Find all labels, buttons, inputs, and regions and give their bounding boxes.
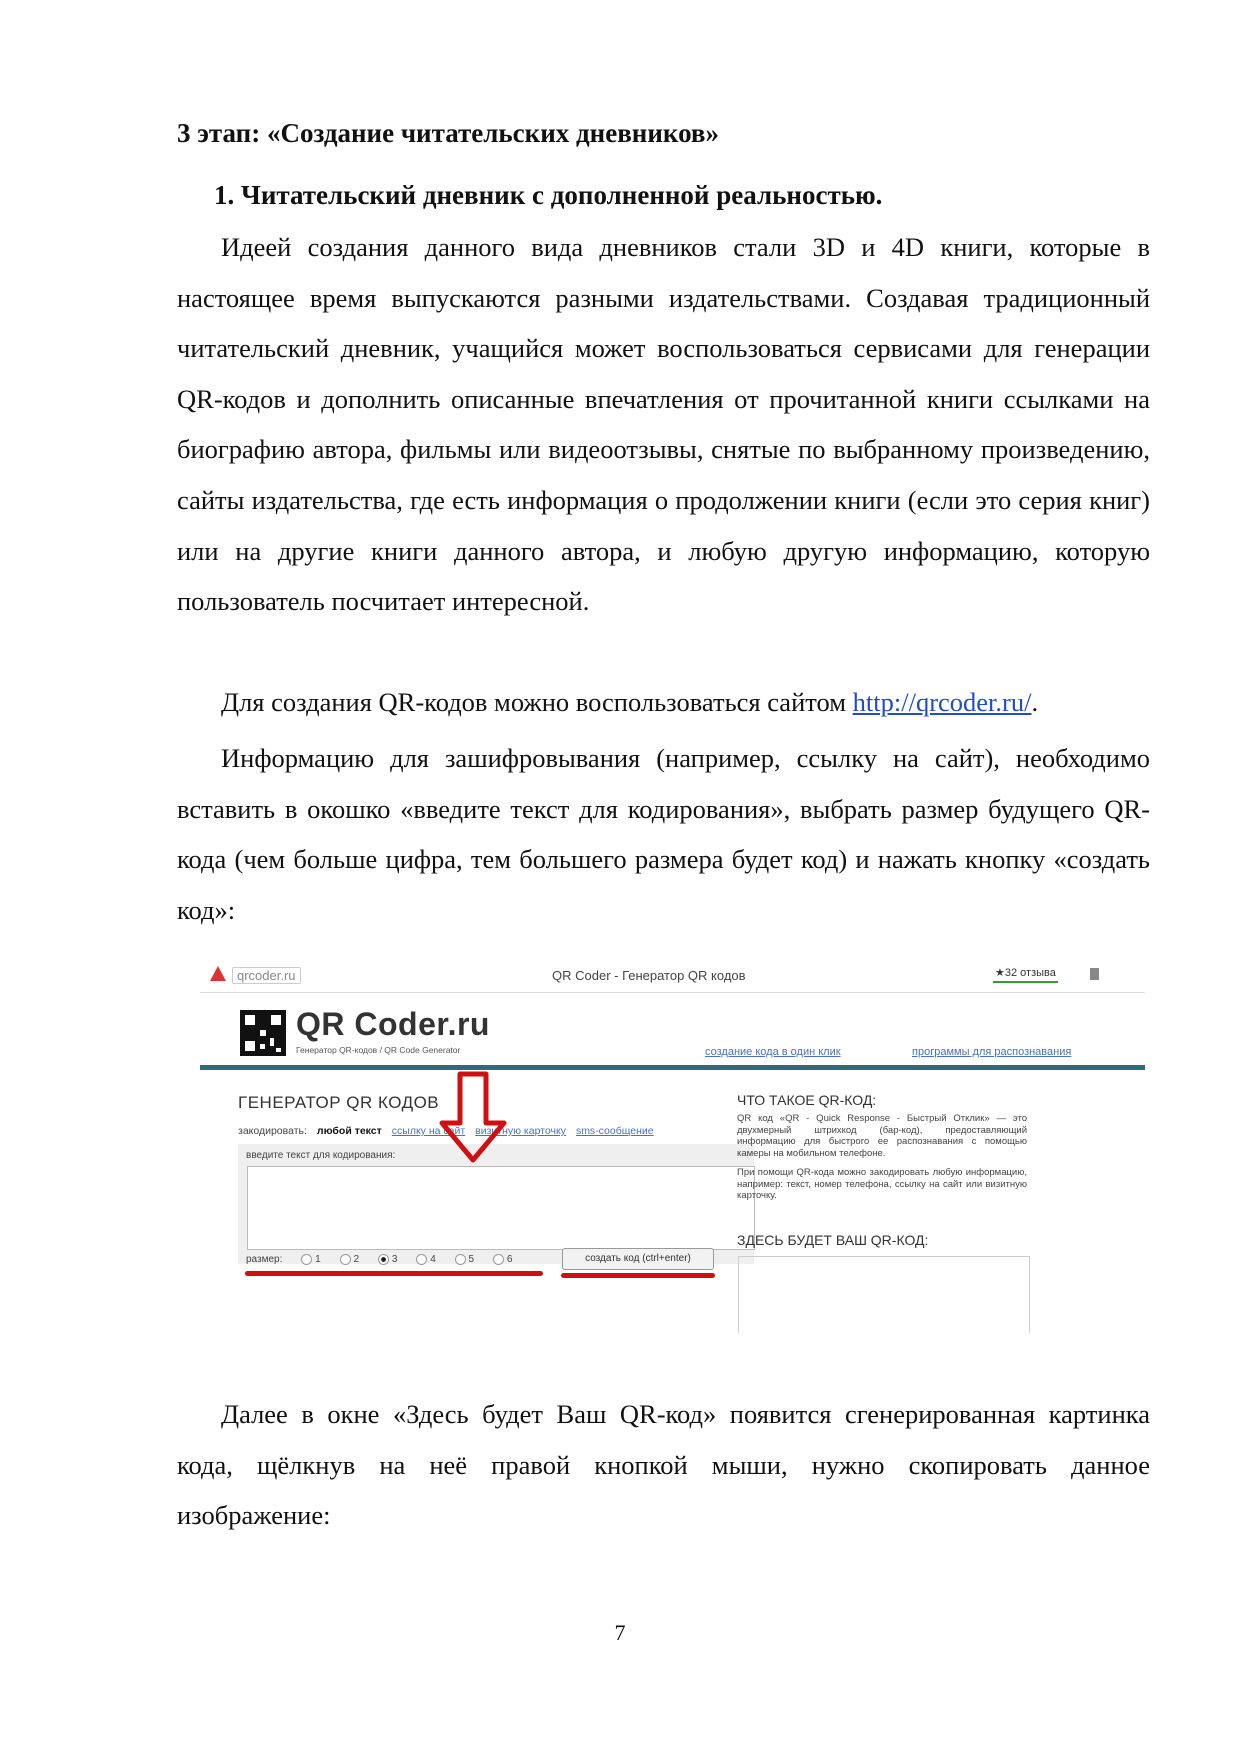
size-option-label: 3 <box>391 1254 398 1266</box>
size-label: размер: <box>246 1254 283 1266</box>
generator-title: ГЕНЕРАТОР QR КОДОВ <box>238 1093 440 1112</box>
site-address[interactable]: qrcoder.ru <box>232 967 301 984</box>
stage-title: 3 этап: «Создание читательских дневников» <box>177 118 720 148</box>
encode-label: закодировать: <box>238 1125 307 1137</box>
window-title: QR Coder - Генератор QR кодов <box>552 968 746 983</box>
what-is-qr-text <box>737 1113 1027 1210</box>
what-is-qr-paragraph: При помощи QR-кода можно закодировать любую информацию, например: текст, номер телефона, ссылку на сайт или визитную карточку. <box>737 1167 1027 1201</box>
logo-subtitle: Генератор QR-кодов / QR Code Generator <box>296 1045 461 1055</box>
size-option-label: 1 <box>315 1254 321 1266</box>
size-option-label: 2 <box>353 1254 360 1266</box>
encode-option-card[interactable]: визитную карточку <box>475 1125 566 1137</box>
paragraph-text: Идеей создания данного вида дневников стали 3D и 4D книги, которые в настоящее время выпускаются разными издательствами. Создавая традиционный читательский дневник, учащийся может воспользоваться сервисами для генерации QR-кодов и дополнить описанные впечатления от прочитанной книги ссылками на биографию автора, фильмы или видеоотзывы, снятые по выбранному произведению, сайты издательства, где есть информация о продолжении книги (если это серия книг) или на другие книги данного автора, и любую другую информацию, которую пользователь посчитает интересной. <box>177 232 1150 617</box>
size-selector <box>246 1254 512 1265</box>
encode-option-sms[interactable]: sms-сообщение <box>575 1125 654 1137</box>
your-qr-title: ЗДЕСЬ БУДЕТ ВАШ QR-КОД: <box>737 1232 929 1248</box>
size-option-label: 6 <box>506 1254 513 1266</box>
red-underline-size <box>245 1271 543 1276</box>
paragraph-intro <box>177 222 1150 627</box>
qr-result-box[interactable] <box>738 1256 1030 1333</box>
paragraph-next <box>177 1389 1150 1541</box>
encode-option-link[interactable]: ссылку на сайт <box>391 1125 466 1137</box>
header-divider <box>200 1065 1145 1070</box>
what-is-qr-paragraph: QR код «QR - Quick Response - Быстрый Отклик» — это двухмерный штрихкод (бар-код), предоставляющий информацию для быстрого ее распознавания с помощью камеры на мобильном телефоне. <box>737 1113 1027 1159</box>
bookmark-icon[interactable] <box>1090 968 1099 980</box>
paragraph-text: Для создания QR-кодов можно воспользоваться сайтом <box>221 687 853 717</box>
size-option-label: 5 <box>468 1254 475 1266</box>
nav-link-one-click[interactable]: создание кода в один клик <box>705 1046 841 1058</box>
input-label: введите текст для кодирования: <box>246 1150 396 1161</box>
size-radio-1[interactable] <box>301 1254 312 1265</box>
what-is-qr-title: ЧТО ТАКОЕ QR-КОД: <box>737 1092 877 1108</box>
paragraph-end: . <box>1031 687 1039 717</box>
text-to-encode-input[interactable] <box>247 1166 755 1250</box>
logo-text[interactable]: QR Coder.ru <box>296 1006 490 1042</box>
qrcoder-link[interactable]: http://qrcoder.ru/ <box>852 687 1032 717</box>
red-arrow-down-icon <box>438 1071 508 1163</box>
size-radio-6[interactable] <box>493 1254 504 1265</box>
paragraph-site <box>177 677 1150 728</box>
browser-tabbar <box>200 958 1145 993</box>
size-radio-4[interactable] <box>416 1254 427 1265</box>
red-underline-button <box>561 1273 715 1278</box>
qr-logo-icon <box>240 1010 286 1056</box>
page-number: 7 <box>614 1620 626 1645</box>
list-item-title: 1. Читательский дневник с дополненной реальностью. <box>214 180 883 210</box>
size-radio-2[interactable] <box>340 1254 351 1265</box>
encode-option-any-text[interactable]: любой текст <box>316 1125 382 1137</box>
warning-icon <box>210 966 226 981</box>
create-code-button[interactable]: создать код (ctrl+enter) <box>562 1248 714 1270</box>
size-option-label: 4 <box>430 1254 436 1266</box>
size-radio-3[interactable] <box>378 1254 389 1265</box>
nav-link-recognition[interactable]: программы для распознавания <box>912 1046 1072 1058</box>
paragraph-text: Далее в окне «Здесь будет Ваш QR-код» появится сгенерированная картинка кода, щёлкнув на неё правой кнопкой мыши, нужно скопировать данное изображение: <box>177 1399 1150 1531</box>
paragraph-instructions <box>177 733 1150 935</box>
size-radio-5[interactable] <box>455 1254 466 1265</box>
qrcoder-screenshot <box>200 958 1145 1333</box>
paragraph-text: Информацию для зашифровывания (например, ссылку на сайт), необходимо вставить в окошко «введите текст для кодирования», выбрать размер будущего QR-кода (чем больше цифра, тем большего размера будет код) и нажать кнопку «создать код»: <box>177 743 1150 925</box>
reviews-badge[interactable]: ★32 отзыва <box>993 964 1058 983</box>
